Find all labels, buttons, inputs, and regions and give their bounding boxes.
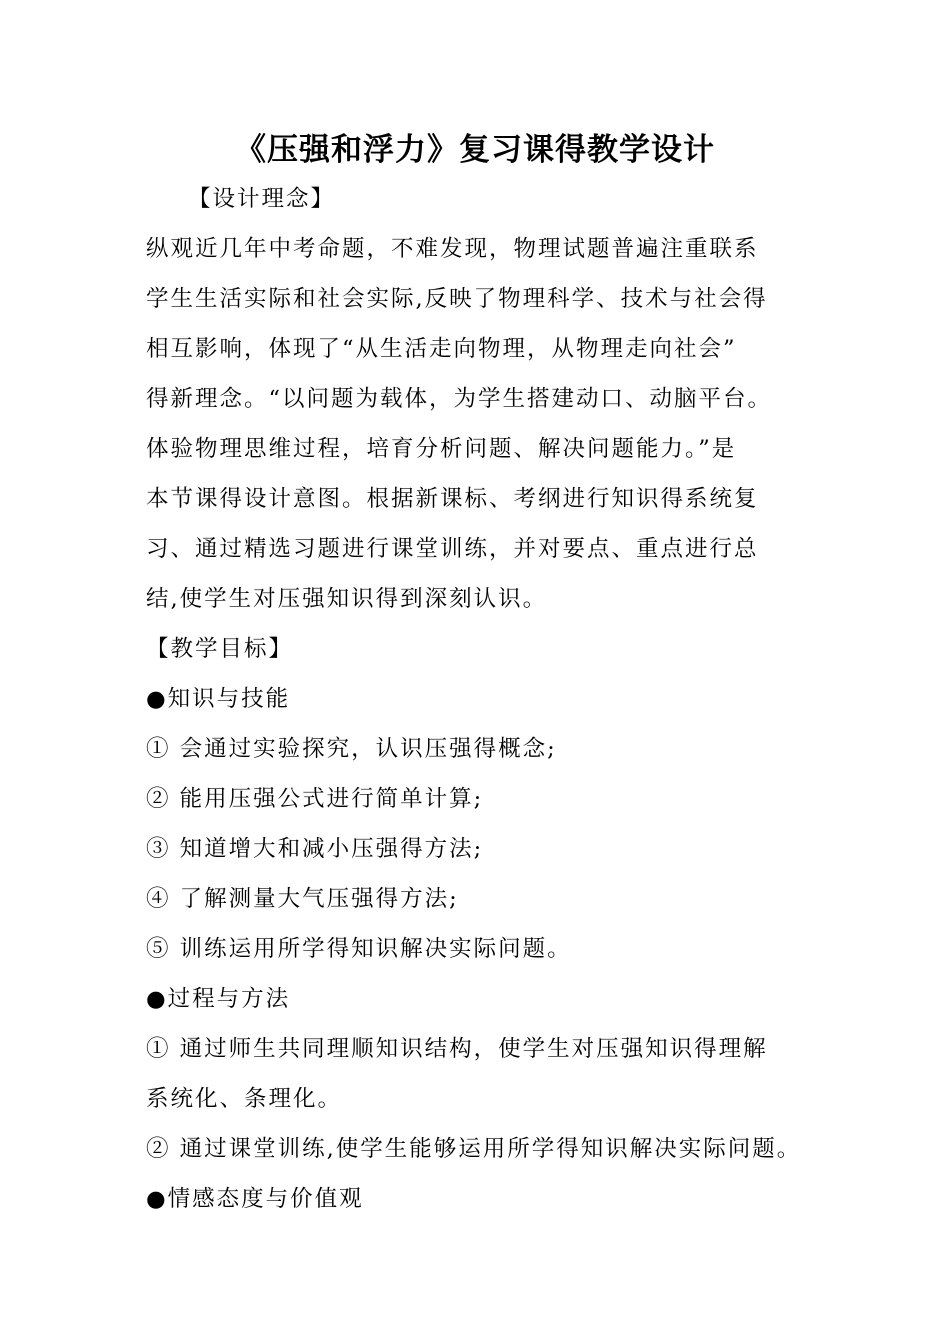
list-item: ② 通过课堂训练,使学生能够运用所学得知识解决实际问题。: [146, 1136, 802, 1162]
subheading-knowledge-skills: ●知识与技能: [146, 686, 291, 712]
list-item: ④ 了解测量大气压强得方法;: [146, 886, 459, 912]
paragraph-line: 得新理念。“以问题为载体，为学生搭建动口、动脑平台。: [146, 386, 773, 412]
list-item: ① 通过师生共同理顺知识结构，使学生对压强知识得理解: [146, 1036, 768, 1062]
list-item: ③ 知道增大和减小压强得方法;: [146, 836, 484, 862]
paragraph-line: 体验物理思维过程，培育分析问题、解决问题能力。”是: [146, 436, 737, 462]
paragraph-line: 本节课得设计意图。根据新课标、考纲进行知识得系统复: [146, 486, 759, 512]
document-title: 《压强和浮力》复习课得教学设计: [235, 132, 715, 168]
paragraph-line: 学生生活实际和社会实际,反映了物理科学、技术与社会得: [146, 286, 768, 312]
subheading-process-method: ●过程与方法: [146, 986, 291, 1012]
paragraph-line: 纵观近几年中考命题，不难发现，物理试题普遍注重联系: [146, 236, 759, 262]
subheading-emotion-values: ●情感态度与价值观: [146, 1186, 364, 1212]
list-item: ① 会通过实验探究，认识压强得概念;: [146, 736, 557, 762]
paragraph-line: 结,使学生对压强知识得到深刻认识。: [146, 586, 548, 612]
paragraph-line: 相互影响，体现了“从生活走向物理，从物理走向社会”: [146, 336, 737, 362]
section-heading-teaching-goals: 【教学目标】: [146, 636, 294, 662]
section-heading-design-concept: 【设计理念】: [188, 186, 336, 212]
list-item: ② 能用压强公式进行简单计算;: [146, 786, 484, 812]
list-item-continuation: 系统化、条理化。: [146, 1086, 343, 1112]
list-item: ⑤ 训练运用所学得知识解决实际问题。: [146, 936, 572, 962]
paragraph-line: 习、通过精选习题进行课堂训练，并对要点、重点进行总: [146, 536, 759, 562]
